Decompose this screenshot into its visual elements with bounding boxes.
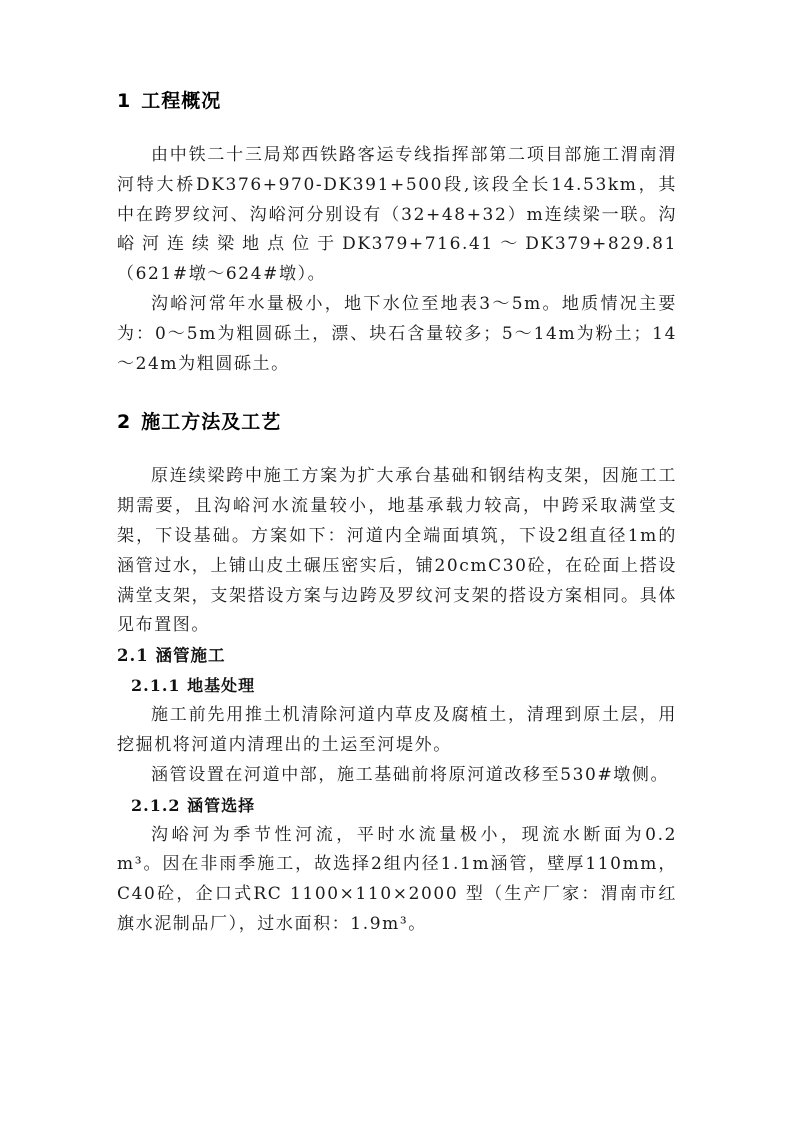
paragraph-construction-plan: 原连续梁跨中施工方案为扩大承台基础和钢结构支架，因施工工期需要，且沟峪河水流量较小，地基承载力较高，中跨采取满堂支架，下设基础。方案如下：河道内全端面填筑，下设2组直径1m的涵管过水，上铺山皮土碾压密实后，铺20cmC30砼，在砼面上搭设满堂支架，支架搭设方案与边跨及罗纹河支架的搭设方案相同。具体见布置图。: [117, 466, 677, 636]
section-2-body: [117, 462, 677, 939]
subsection-number: 2.1: [117, 646, 149, 666]
section-title: 工程概况: [141, 90, 222, 112]
section-heading-2: [117, 407, 677, 437]
paragraph-project-overview: 由中铁二十三局郑西铁路客运专线指挥部第二项目部施工渭南渭河特大桥DK376+970-DK391+500段,该段全长14.53km，其中在跨罗纹河、沟峪河分别设有（32+48+32）m连续梁一联。沟峪河连续梁地点位于DK379+716.41～DK379+829.81（621#墩～624#墩）。: [117, 145, 677, 285]
paragraph-culvert-position: 涵管设置在河道中部，施工基础前将原河道改移至530#墩侧。: [151, 764, 670, 785]
subsection-number: 2.1.1: [131, 676, 181, 696]
section-number: 2: [117, 411, 132, 434]
subsection-title: 地基处理: [187, 676, 256, 696]
document-body: [117, 86, 677, 940]
paragraph-foundation-clearing: 施工前先用推土机清除河道内草皮及腐植土，清理到原土层，用挖掘机将河道内清理出的土运至河堤外。: [117, 705, 677, 755]
subsection-number: 2.1.2: [131, 795, 181, 815]
subsection-title: 涵管施工: [155, 646, 226, 666]
section-number: 1: [117, 90, 132, 112]
section-1-body: [117, 141, 677, 379]
section-title: 施工方法及工艺: [141, 411, 282, 434]
section-heading-1: [117, 86, 677, 116]
subsection-title: 涵管选择: [187, 795, 256, 815]
subsection-heading-2-1-1: [131, 671, 677, 701]
subsection-heading-2-1-2: [131, 791, 677, 821]
paragraph-culvert-selection: 沟峪河为季节性河流，平时水流量极小，现流水断面为0.2 m³。因在非雨季施工，故选择2组内径1.1m涵管，壁厚110mm，C40砼，企口式RC 1100×110×2000 型（生产厂家：渭南市红旗水泥制品厂），过水面积：1.9m³。: [117, 824, 677, 934]
subsection-heading-2-1: [117, 641, 677, 671]
paragraph-geology: 沟峪河常年水量极小，地下水位至地表3～5m。地质情况主要为：0～5m为粗圆砾土，漂、块石含量较多；5～14m为粉土；14～24m为粗圆砾土。: [117, 293, 677, 374]
